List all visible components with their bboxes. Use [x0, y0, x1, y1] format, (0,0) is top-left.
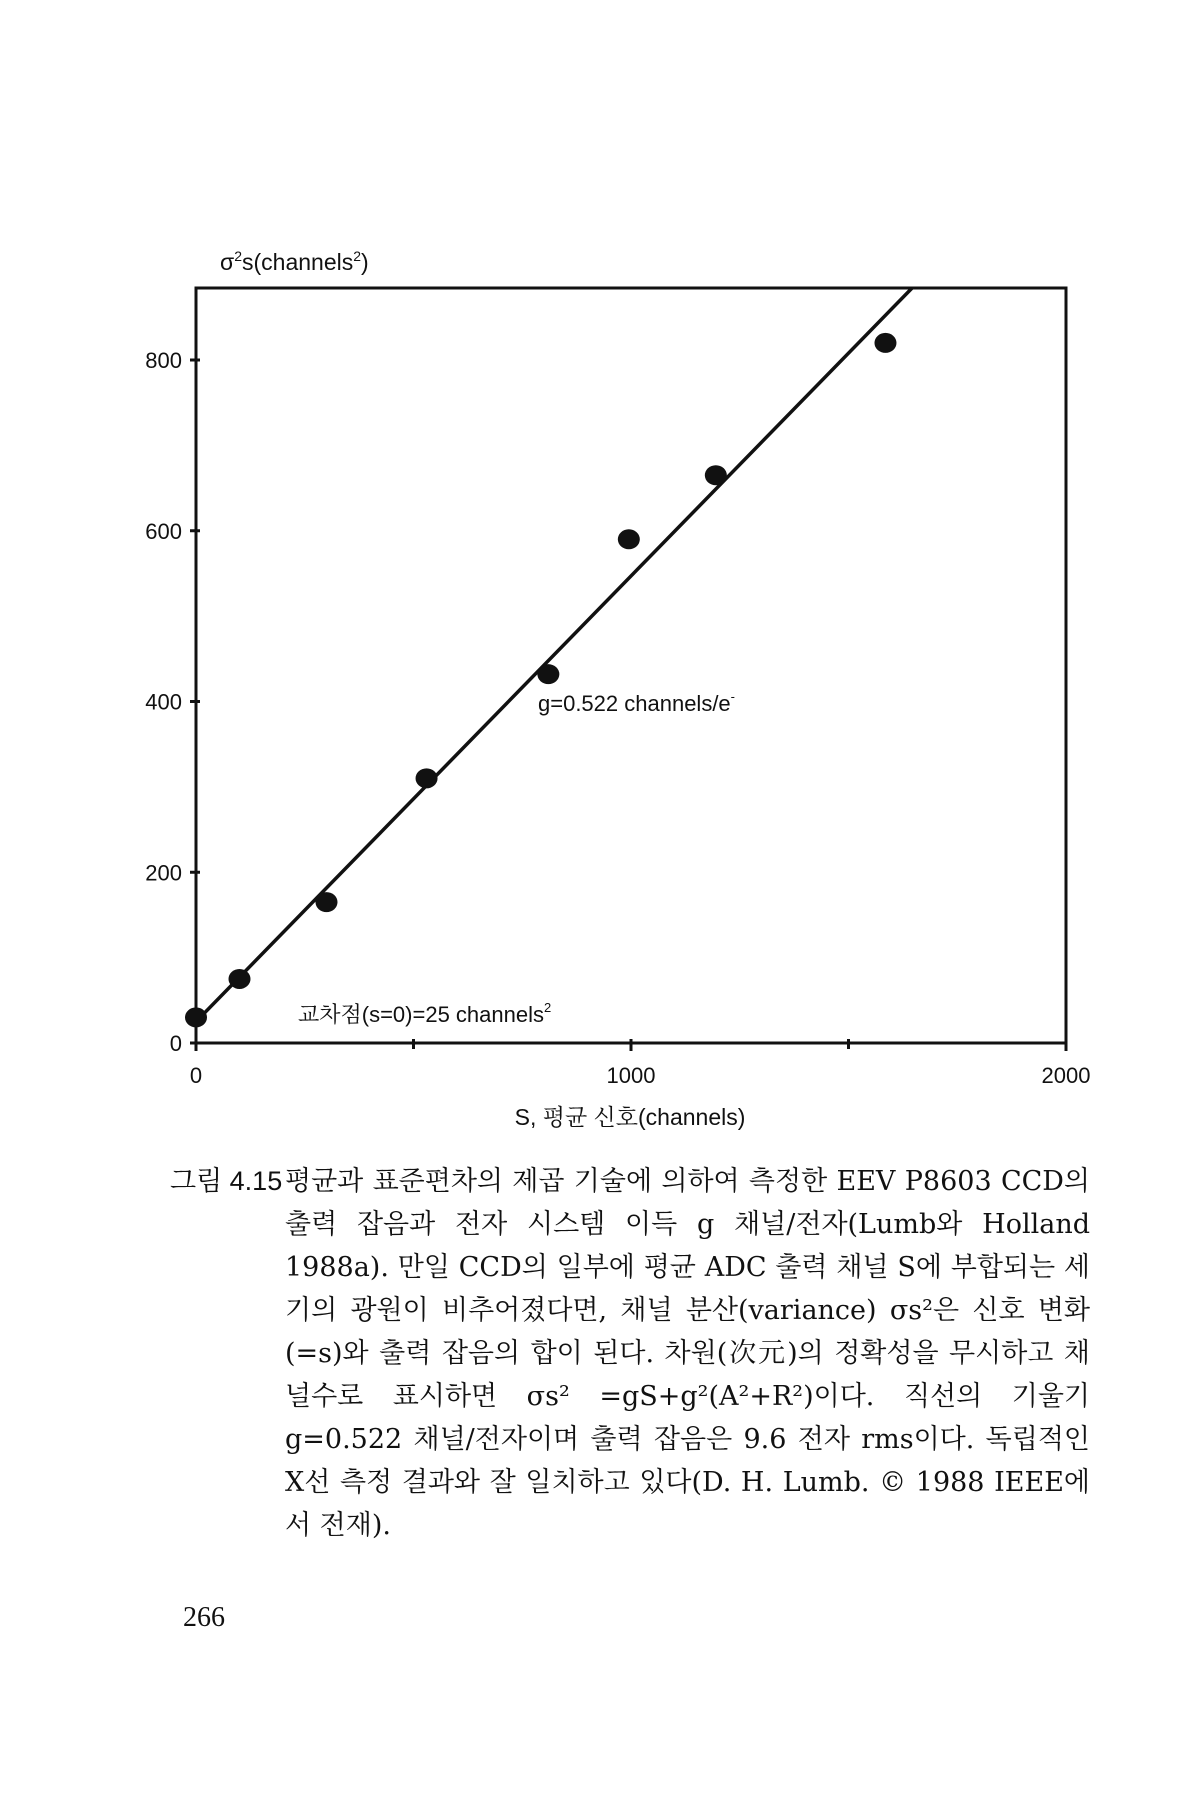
y-tick-label: 800 [145, 348, 182, 373]
data-point [705, 465, 727, 485]
y-axis-label: $\sigma^2s(channels^2)$ [220, 248, 369, 275]
y-tick-label: 200 [145, 860, 182, 886]
caption-text: 평균과 표준편차의 제곱 기술에 의하여 측정한 EEV P8603 CCD의 출력 잡음과 전자 시스템 이득 g 채널/전자(Lumb와 Holland 1988a). 만일 CCD의 일부에 평균 ADC 출력 채널 S에 부합되는 세기의 광원이 비추어졌다면, 채널 분산(variance) σs²은 신호 변화(=s)와 출력 잡음의 합이 된다. 차원(次元)의 정확성을 무시하고 채널수로 표시하면 σs² =gS+g²(A²+R²)이다. 직선의 기울기 g=0.522 채널/전자이며 출력 잡음은 9.6 전자 rms이다. 독립적인 X선 측정 결과와 잘 일치하고 있다(D. H. Lumb. © 1988 IEEE에서 전재). [285, 1166, 1090, 1541]
data-point [185, 1007, 207, 1027]
x-tick-label: 2000 [1041, 1063, 1091, 1088]
data-point [874, 333, 896, 353]
y-tick-label: 400 [145, 689, 182, 715]
slope-annotation: g=0.522 channels/e- [538, 689, 736, 716]
x-axis-label: S, 평균 신호(channels) [514, 1104, 746, 1130]
figure-number: 그림 4.15 [170, 1166, 283, 1196]
data-point [229, 969, 251, 989]
fit-line [196, 288, 912, 1022]
y-tick-label: 600 [145, 518, 182, 544]
page-number: 266 [183, 1602, 225, 1633]
data-point [316, 892, 338, 912]
plot-frame [196, 288, 1066, 1043]
figure-caption [170, 1160, 1090, 1547]
x-tick-label: 0 [189, 1063, 203, 1088]
x-tick-label: 1000 [606, 1063, 656, 1088]
data-point [537, 664, 559, 684]
data-point [416, 768, 438, 788]
y-tick-label: 0 [169, 1031, 182, 1056]
data-point [618, 529, 640, 549]
intercept-annotation: 교차점(s=0)=25 channels$^2$ [298, 1000, 552, 1027]
